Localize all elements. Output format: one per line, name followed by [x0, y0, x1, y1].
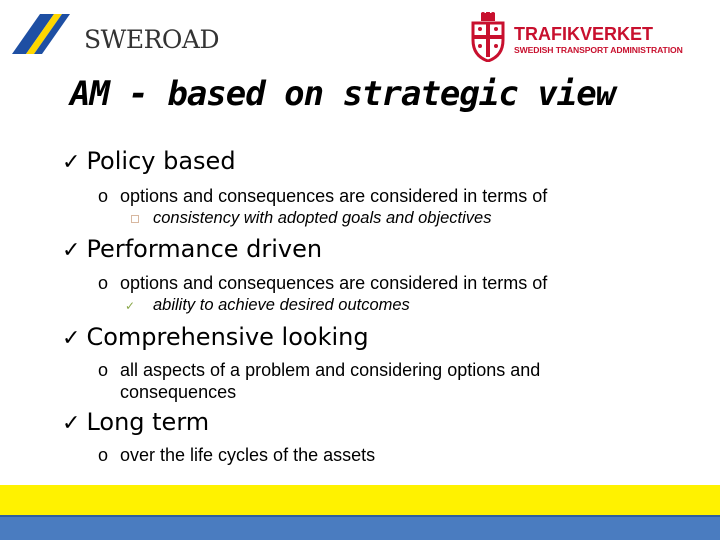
- small-check-icon: ✓: [125, 299, 136, 313]
- subbullet-text: consistency with adopted goals and objectives: [153, 209, 492, 227]
- trafikverket-logo: [468, 12, 713, 64]
- bullet-text-continued: consequences: [120, 382, 237, 402]
- bullet-longterm: [98, 444, 375, 466]
- bullet-text: options and consequences are considered in terms of: [120, 273, 548, 293]
- trafikverket-crown-shield-icon: [468, 12, 510, 62]
- subbullet-text: ability to achieve desired outcomes: [153, 296, 410, 314]
- section-heading-policy: [62, 147, 236, 175]
- trafikverket-wordmark: TRAFIKVERKET: [514, 24, 653, 44]
- sweroad-logo: [12, 14, 219, 56]
- circle-bullet-icon: o: [98, 445, 109, 465]
- slide-title: AM - based on strategic view: [70, 74, 616, 114]
- section-heading-performance: [62, 235, 322, 263]
- bullet-text: all aspects of a problem and considering options and: [120, 360, 541, 380]
- checkmark-icon: ✓: [62, 238, 81, 263]
- circle-bullet-icon: o: [98, 273, 109, 293]
- sweroad-wordmark: SWEROAD: [84, 25, 219, 54]
- checkmark-icon: ✓: [62, 150, 81, 175]
- checkmark-icon: ✓: [62, 411, 81, 436]
- subbullet-performance: [125, 296, 410, 315]
- trafikverket-tagline: SWEDISH TRANSPORT ADMINISTRATION: [514, 45, 683, 55]
- bullet-text: options and consequences are considered in terms of: [120, 186, 548, 206]
- heading-text: Policy based: [86, 147, 236, 175]
- bullet-policy: [98, 185, 547, 207]
- circle-bullet-icon: o: [98, 186, 109, 206]
- bullet-performance: [98, 272, 547, 294]
- footer-blue-band: [0, 515, 720, 540]
- sweroad-stripes-icon: [12, 14, 72, 54]
- bullet-text: over the life cycles of the assets: [120, 445, 376, 465]
- heading-text: Long term: [86, 408, 210, 436]
- section-heading-comprehensive: [62, 323, 369, 351]
- heading-text: Performance driven: [86, 235, 323, 263]
- square-bullet-icon: [125, 209, 153, 228]
- heading-text: Comprehensive looking: [86, 323, 369, 351]
- footer-yellow-band: [0, 485, 720, 515]
- section-heading-longterm: [62, 408, 209, 436]
- circle-bullet-icon: o: [98, 360, 109, 380]
- bullet-comprehensive: [98, 359, 540, 403]
- subbullet-policy: [125, 209, 491, 228]
- checkmark-icon: ✓: [62, 326, 81, 351]
